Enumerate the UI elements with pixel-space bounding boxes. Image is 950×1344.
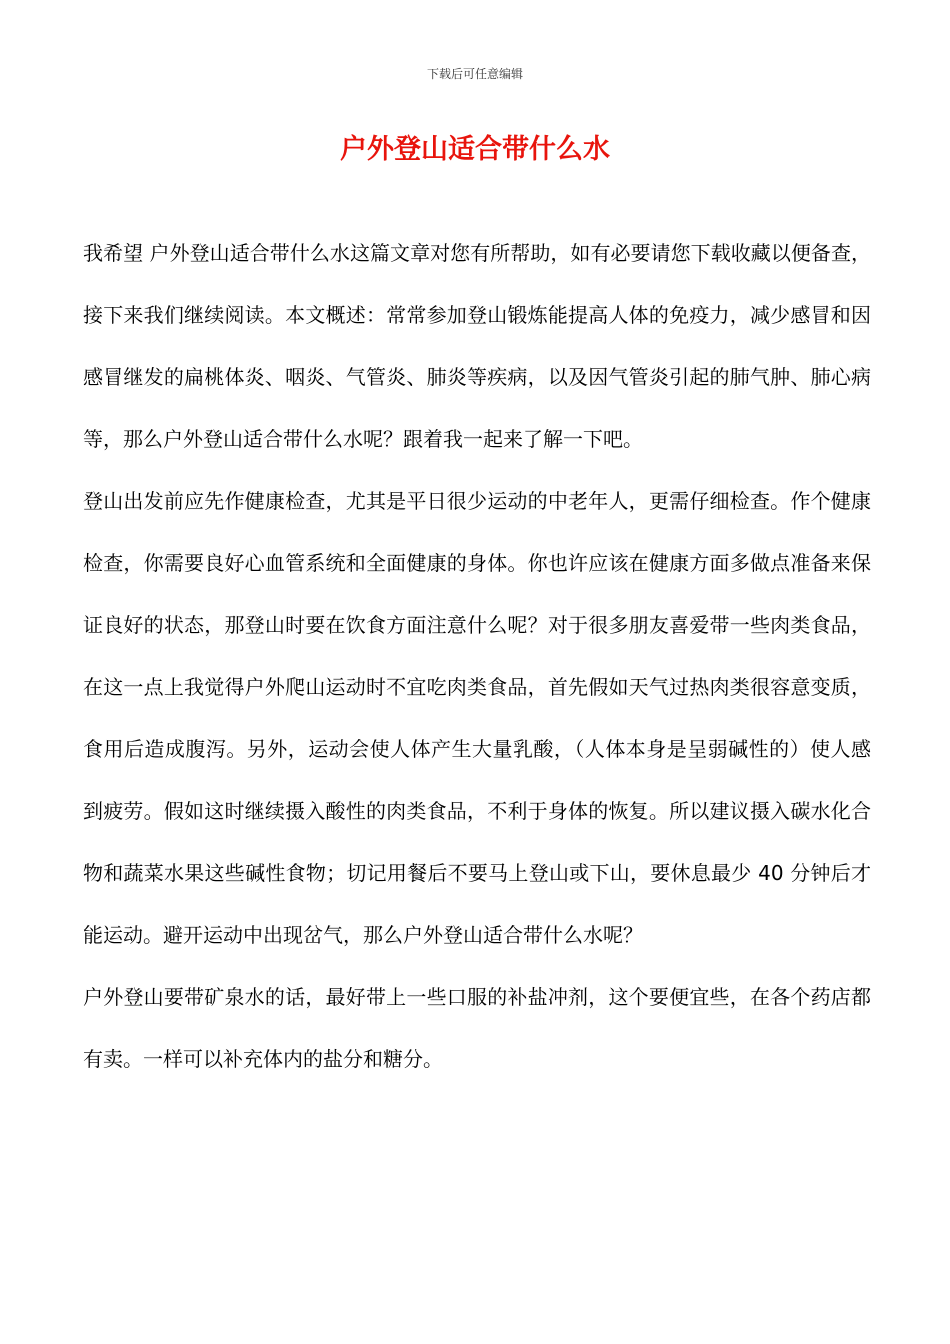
paragraph-preparation: 登山出发前应先作健康检查，尤其是平日很少运动的中老年人，更需仔细检查。作个健康检查，你需要良好心血管系统和全面健康的身体。你也许应该在健康方面多做点准备来保证良好的状态，那登山时要在饮食方面注意什么呢？对于很多朋友喜爱带一些肉类食品，在这一点上我觉得户外爬山运动时不宜吃肉类食品，首先假如天气过热肉类很容意变质，食用后造成腹泻。另外，运动会使人体产生大量乳酸，（人体本身是呈弱碱性的）使人感到疲劳。假如这时继续摄入酸性的肉类食品，不利于身体的恢复。所以建议摄入碳水化合物和蔬菜水果这些碱性食物；切记用餐后不要马上登山或下山，要休息最少 40 分钟后才能运动。避开运动中出现岔气，那么户外登山适合带什么水呢？ bbox=[83, 489, 871, 947]
paragraph-water: 户外登山要带矿泉水的话，最好带上一些口服的补盐冲剂，这个要便宜些，在各个药店都有卖。一样可以补充体内的盐分和糖分。 bbox=[83, 985, 871, 1071]
document-body bbox=[83, 222, 871, 1090]
paragraph-intro: 我希望 户外登山适合带什么水这篇文章对您有所帮助，如有必要请您下载收藏以便备查，接下来我们继续阅读。本文概述：常常参加登山锻炼能提高人体的免疫力，减少感冒和因感冒继发的扁桃体炎、咽炎、气管炎、肺炎等疾病，以及因气管炎引起的肺气肿、肺心病等，那么户外登山适合带什么水呢？跟着我一起来了解一下吧。 bbox=[83, 241, 871, 451]
document-title: 户外登山适合带什么水 bbox=[340, 134, 610, 165]
header-note: 下载后可任意编辑 bbox=[426, 67, 523, 81]
